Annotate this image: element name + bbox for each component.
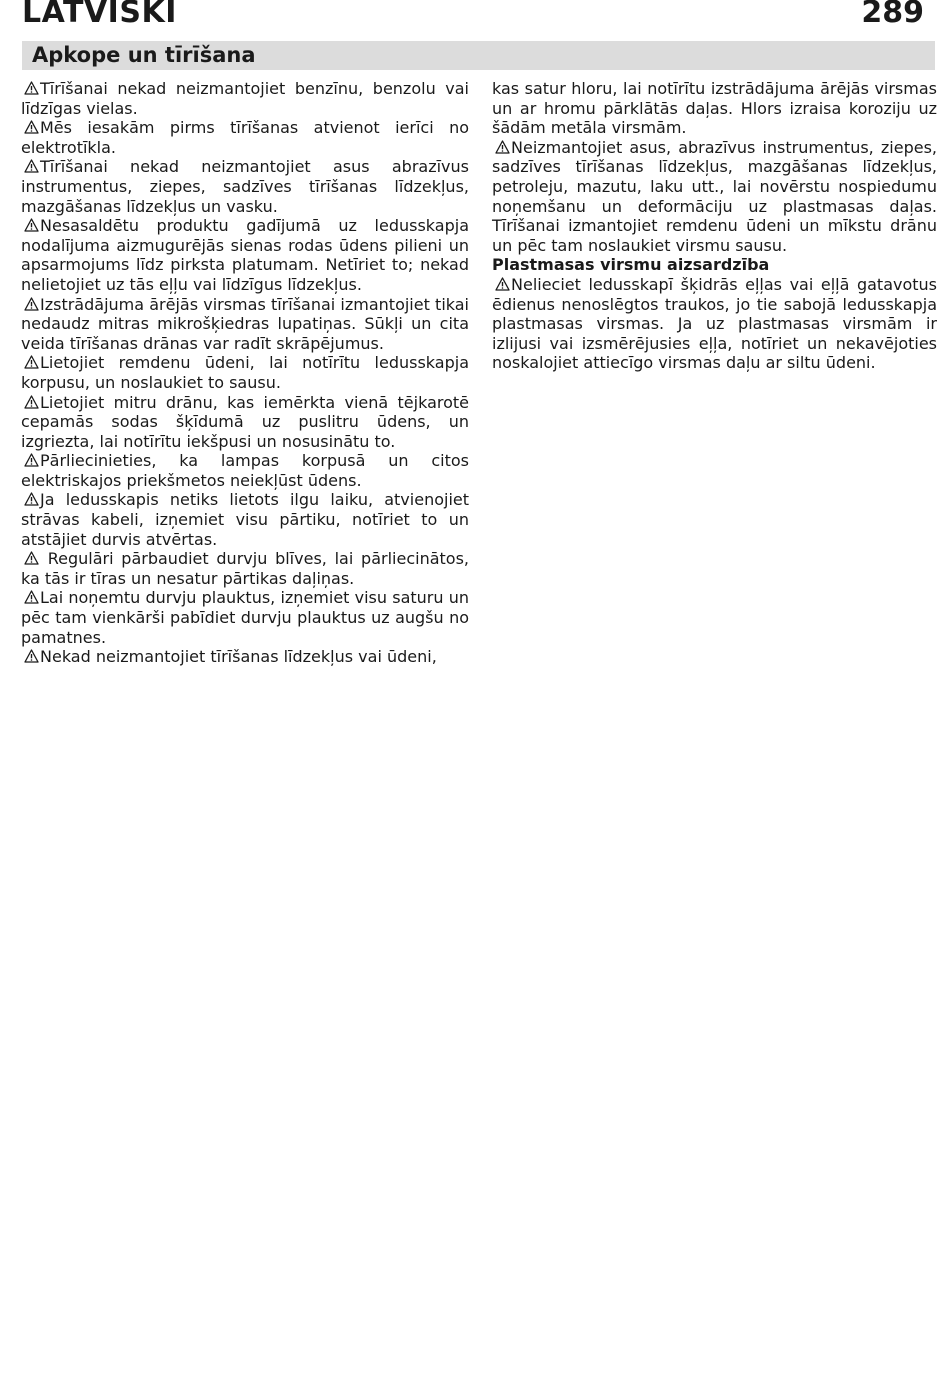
warning-paragraph [21,295,469,354]
warning-paragraph [21,647,469,667]
section-header-bar [22,41,935,70]
warning-paragraph [21,79,469,118]
paragraph-text: Nekad neizmantojiet tīrīšanas līdzekļus vai ūdeni, [40,647,437,667]
section-title: Apkope un tīrīšana [32,43,256,67]
warning-triangle-icon [24,355,39,369]
warning-triangle-icon [24,159,39,173]
language-label: LATVISKI [22,0,177,30]
warning-paragraph [21,588,469,647]
warning-paragraph [492,138,937,256]
page-number: 289 [861,0,924,30]
warning-triangle-icon [24,81,39,95]
paragraph-text: Lietojiet mitru drānu, kas iemērkta vienā tējkarotē cepamās sodas šķīdumā uz puslitru ūdens, un izgriezta, lai notīrītu iekšpusi un nosusinātu to. [21,392,469,451]
paragraph-text: Regulāri pārbaudiet durvju blīves, lai pārliecinātos, ka tās ir tīras un nesatur pārtikas daļiņas. [21,549,469,588]
subheading: Plastmasas virsmu aizsardzība [492,255,770,275]
warning-triangle-icon [24,453,39,467]
warning-paragraph [21,549,469,588]
paragraph-text: Tīrīšanai nekad neizmantojiet benzīnu, benzolu vai līdzīgas vielas. [21,79,469,118]
warning-triangle-icon [24,551,39,565]
warning-paragraph [21,393,469,452]
warning-triangle-icon [495,277,510,291]
paragraph-text: Nelieciet ledusskapī šķidrās eļļas vai eļļā gatavotus ēdienus nenoslēgtos traukos, jo tie sabojā ledusskapja plastmasas virsmas. Ja uz plastmasas virsmām ir izlijusi vai izsmērējusies eļļa, notīriet un nekavējoties noskalojiet attiecīgo virsmas daļu ar siltu ūdeni. [492,274,937,373]
warning-paragraph [21,451,469,490]
warning-triangle-icon [24,649,39,663]
left-column [21,79,469,667]
paragraph-text: Pārliecinieties, ka lampas korpusā un citos elektriskajos priekšmetos neiekļūst ūdens. [21,451,469,490]
warning-triangle-icon [24,120,39,134]
warning-triangle-icon [24,297,39,311]
warning-paragraph [492,275,937,373]
paragraph-text: Lai noņemtu durvju plauktus, izņemiet visu saturu un pēc tam vienkārši pabīdiet durvju plauktus uz augšu no pamatnes. [21,588,469,647]
warning-triangle-icon [24,395,39,409]
warning-paragraph [21,118,469,157]
paragraph-text: Izstrādājuma ārējās virsmas tīrīšanai izmantojiet tikai nedaudz mitras mikrošķiedras lupatiņas. Sūkļi un cita veida tīrīšanas drānas var radīt skrāpējumus. [21,294,469,353]
paragraph-text: Lietojiet remdenu ūdeni, lai notīrītu ledusskapja korpusu, un noslaukiet to sausu. [21,353,469,392]
page-header [22,0,924,34]
paragraph-text: kas satur hloru, lai notīrītu izstrādājuma ārējās virsmas un ar hromu pārklātās daļas. Hlors izraisa koroziju uz šādām metāla virsmām. [492,79,937,138]
paragraph-text: Mēs iesakām pirms tīrīšanas atvienot ierīci no elektrotīkla. [21,118,469,157]
warning-paragraph [21,353,469,392]
paragraph-text: Neizmantojiet asus, abrazīvus instrumentus, ziepes, sadzīves tīrīšanas līdzekļus, mazgāšanas līdzekļus, petroleju, mazutu, laku utt., lai novērstu nospiedumu noņemšanu un deformāciju uz plastmasas daļas. Tīrīšanai izmantojiet remdenu ūdeni un mīkstu drānu un pēc tam noslaukiet virsmu sausu. [492,137,937,255]
warning-paragraph [21,490,469,549]
warning-triangle-icon [24,492,39,506]
right-column [492,79,937,373]
paragraph-text: Nesasaldētu produktu gadījumā uz ledusskapja nodalījuma aizmugurējās sienas rodas ūdens pilieni un apsarmojums līdz pirksta platumam. Netīriet to; nekad nelietojiet uz tās eļļu vai līdzīgus līdzekļus. [21,216,469,294]
warning-triangle-icon [495,140,510,154]
warning-triangle-icon [24,590,39,604]
continuation-paragraph [492,79,937,138]
warning-paragraph [21,157,469,216]
warning-triangle-icon [24,218,39,232]
warning-paragraph [21,216,469,294]
paragraph-text: Ja ledusskapis netiks lietots ilgu laiku, atvienojiet strāvas kabeli, izņemiet visu pārtiku, notīriet to un atstājiet durvis atvērtas. [21,490,469,549]
paragraph-text: Tīrīšanai nekad neizmantojiet asus abrazīvus instrumentus, ziepes, sadzīves tīrīšanas līdzekļus, mazgāšanas līdzekļus un vasku. [21,157,469,216]
